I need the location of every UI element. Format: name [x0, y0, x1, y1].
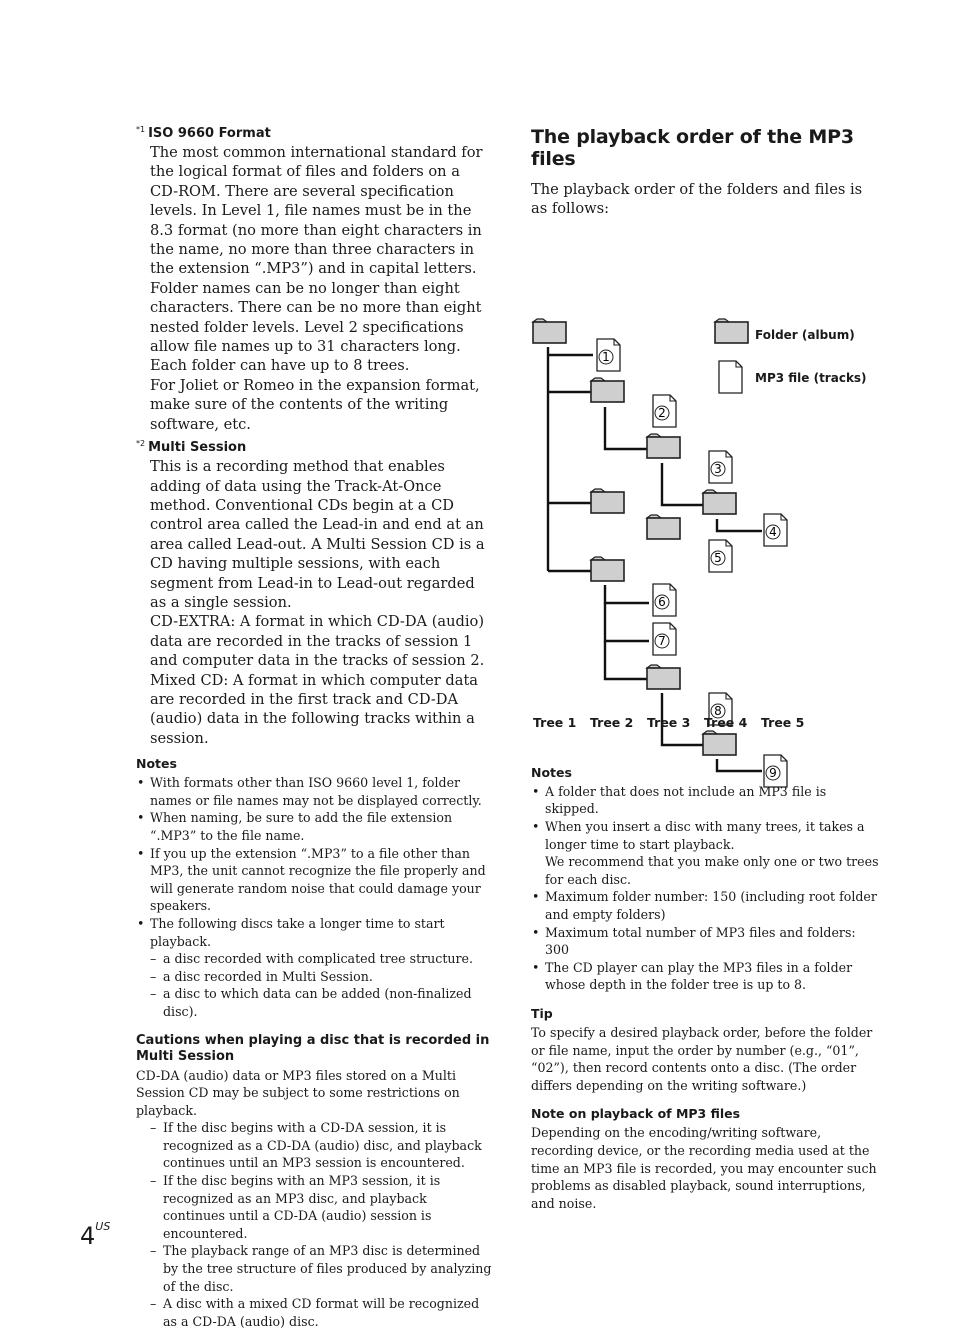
file-number: 5 — [714, 551, 722, 565]
right-notes — [531, 765, 881, 994]
list-subitem: – a disc recorded with complicated tree structure. — [150, 950, 492, 968]
file-number: 6 — [658, 595, 666, 609]
notes-heading: Notes — [531, 765, 881, 780]
list-subitem: – If the disc begins with an MP3 session, it is recognized as an MP3 disc, and playback continues until a CD-DA (audio) session is encountered. — [150, 1172, 492, 1242]
folder-icon — [591, 378, 624, 402]
folder-tree-svg — [531, 233, 881, 753]
footnote-title: Multi Session — [148, 440, 246, 455]
list-item: • When naming, be sure to add the file extension “.MP3” to the file name. — [136, 809, 492, 844]
footnote-paragraph: The most common international standard for the logical format of files and folders on a CD-ROM. There are several specification levels. In Level 1, file names must be in the 8.3 format (no more than eight characters in the name, no more than three characters in the extension “.MP3”) and in capital letters. Folder names can be no longer than eight characters. There can be no more than eight nested folder levels. Level 2 specifications allow file names up to 31 characters long. — [150, 143, 492, 356]
file-number: 3 — [714, 462, 722, 476]
list-item: • A folder that does not include an MP3 file is skipped. — [531, 783, 881, 818]
left-column — [136, 126, 492, 1330]
list-subitem: – A disc with a mixed CD format will be recognized as a CD-DA (audio) disc. — [150, 1295, 492, 1330]
legend-folder-label: Folder (album) — [755, 328, 855, 342]
legend-file-icon — [719, 361, 742, 393]
tree-label: Tree 4 — [704, 715, 747, 730]
mp3-note-text: Depending on the encoding/writing software, recording device, or the recording media used at the time an MP3 file is recorded, you may encounter such problems as disabled playback, sound interruptions, and noise. — [531, 1124, 881, 1212]
folder-icon — [703, 731, 736, 755]
folder-icon — [591, 557, 624, 581]
footnote-title: ISO 9660 Format — [148, 126, 271, 141]
footnote-paragraph: Mixed CD: A format in which computer data are recorded in the first track and CD-DA (audio) data in the following tracks within a session. — [150, 671, 492, 749]
list-subitem: – If the disc begins with a CD-DA session, it is recognized as a CD-DA (audio) disc, and playback continues until an MP3 session is encountered. — [150, 1119, 492, 1172]
footnote-paragraph: This is a recording method that enables adding of data using the Track-At-Once method. Conventional CDs begin at a CD control area called the Lead-in and end at an area called Lead-out. A Multi Session CD is a CD having multiple sessions, with each segment from Lead-in to Lead-out regarded as a single session. — [150, 457, 492, 612]
list-item: • The following discs take a longer time to start playback. — [136, 915, 492, 950]
cautions-intro: CD-DA (audio) data or MP3 files stored on a Multi Session CD may be subject to some restrictions on playback. — [136, 1067, 492, 1120]
file-number: 2 — [658, 406, 666, 420]
list-item: • The CD player can play the MP3 files in a folder whose depth in the folder tree is up to 8. — [531, 959, 881, 994]
cautions-section — [136, 1033, 492, 1330]
cautions-heading: Cautions when playing a disc that is recorded in Multi Session — [136, 1033, 492, 1065]
folder-icon — [647, 434, 680, 458]
folder-icon — [703, 490, 736, 514]
folder-icon — [647, 665, 680, 689]
section-title: The playback order of the MP3 files — [531, 126, 881, 170]
page-suffix: US — [95, 1220, 110, 1233]
folders — [533, 319, 736, 755]
footnote-iso9660 — [136, 126, 492, 434]
tip-text: To specify a desired playback order, before the folder or file name, input the order by number (e.g., “01”, “02”), then record contents onto a disc. (The order differs depending on the writing software.) — [531, 1024, 881, 1094]
section-intro: The playback order of the folders and files is as follows: — [531, 180, 881, 219]
list-item: • If you up the extension “.MP3” to a file other than MP3, the unit cannot recognize the file properly and will generate random noise that could damage your speakers. — [136, 845, 492, 915]
legend-file-label: MP3 file (tracks) — [755, 371, 867, 385]
mp3-note-heading: Note on playback of MP3 files — [531, 1106, 881, 1121]
file-number: 7 — [658, 634, 666, 648]
list-item: • Maximum total number of MP3 files and folders: 300 — [531, 924, 881, 959]
list-subitem: – a disc recorded in Multi Session. — [150, 968, 492, 986]
tree-label: Tree 5 — [761, 715, 804, 730]
folder-icon — [647, 515, 680, 539]
footnote-paragraph: CD-EXTRA: A format in which CD-DA (audio) data are recorded in the tracks of session 1 and computer data in the tracks of session 2. — [150, 612, 492, 670]
file-number: 4 — [769, 525, 777, 539]
legend-folder-icon — [715, 319, 748, 343]
folder-icon — [591, 489, 624, 513]
file-number: 1 — [602, 350, 610, 364]
left-notes — [136, 756, 492, 1020]
list-item: • When you insert a disc with many trees, it takes a longer time to start playback. We recommend that you make only one or two trees for each disc. — [531, 818, 881, 888]
page-number: $4^{US}$ — [80, 1222, 110, 1250]
folder-tree-diagram — [531, 233, 881, 753]
list-subitem: – a disc to which data can be added (non-finalized disc). — [150, 985, 492, 1020]
list-item: • With formats other than ISO 9660 level 1, folder names or file names may not be displayed correctly. — [136, 774, 492, 809]
file-number: 9 — [769, 766, 777, 780]
tip-heading: Tip — [531, 1006, 881, 1021]
notes-heading: Notes — [136, 756, 492, 771]
footnote-mark: *1 — [136, 125, 145, 134]
footnote-paragraph: For Joliet or Romeo in the expansion format, make sure of the contents of the writing software, etc. — [150, 376, 492, 434]
right-column — [531, 126, 881, 1212]
folder-icon — [533, 319, 566, 343]
tree-label: Tree 3 — [647, 715, 690, 730]
footnote-paragraph: Each folder can have up to 8 trees. — [150, 356, 492, 375]
tree-label: Tree 1 — [533, 715, 576, 730]
tree-label: Tree 2 — [590, 715, 633, 730]
footnote-multi-session — [136, 440, 492, 748]
list-item: • Maximum folder number: 150 (including root folder and empty folders) — [531, 888, 881, 923]
mp3-note-section — [531, 1106, 881, 1212]
footnote-mark: *2 — [136, 439, 145, 448]
list-subitem: – The playback range of an MP3 disc is determined by the tree structure of files produced by analyzing of the disc. — [150, 1242, 492, 1295]
tip-section — [531, 1006, 881, 1094]
file-number: 8 — [714, 704, 722, 718]
